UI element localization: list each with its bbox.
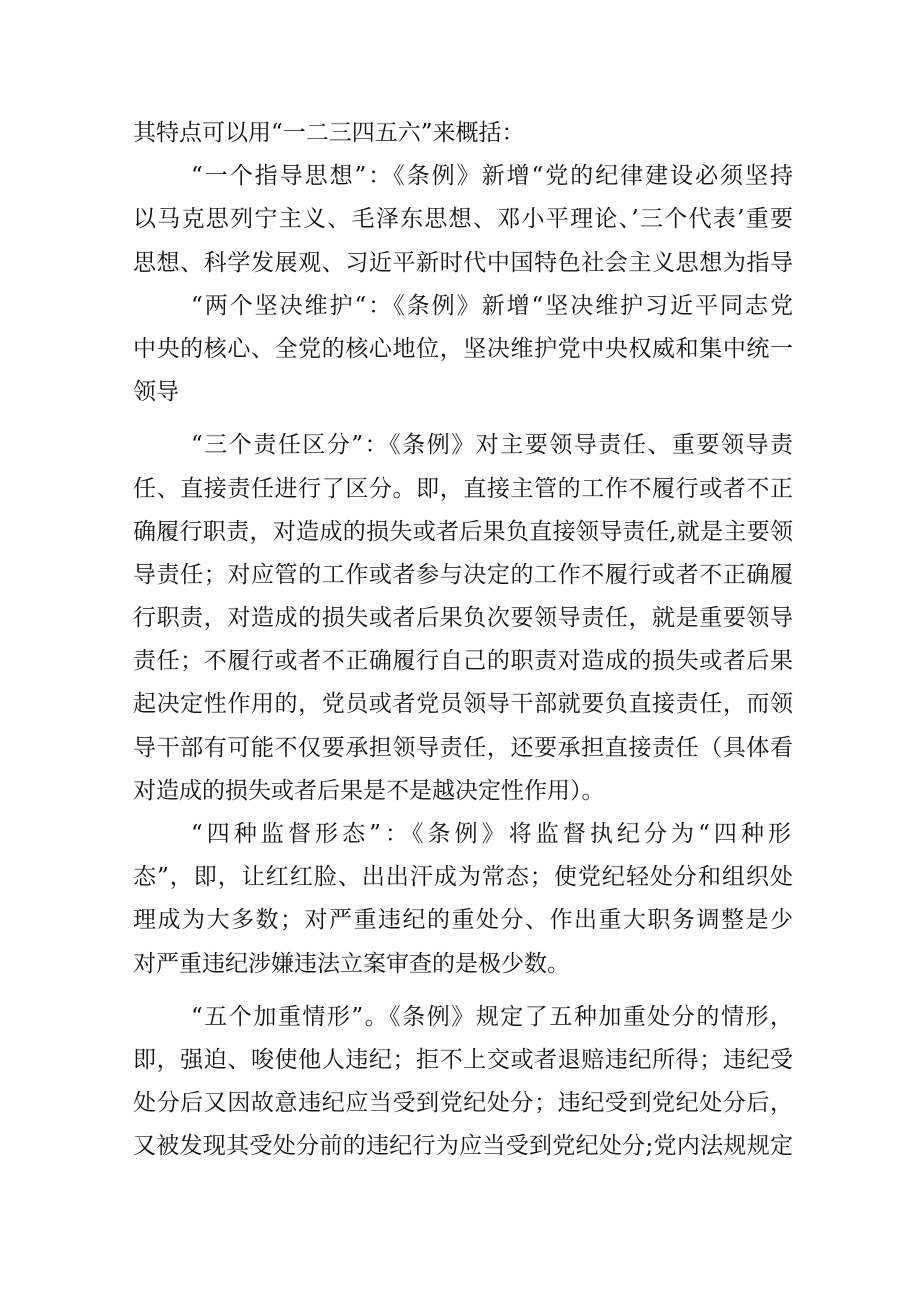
text-line: “四种监督形态”：《条例》将监督执纪分为“四种形 <box>191 821 791 847</box>
text-line: 行职责，对造成的损失或者后果负次要领导责任，就是重要领导 <box>133 605 793 632</box>
text-line: 即，强迫、唆使他人违纪；拒不上交或者退赔违纪所得；违纪受 <box>133 1046 793 1073</box>
text-line: 领导 <box>133 379 179 406</box>
text-line: 又被发现其受处分前的违纪行为应当受到党纪处分;党内法规规定 <box>133 1133 793 1160</box>
text-line: 对造成的损失或者后果是不是越决定性作用）。 <box>133 777 605 804</box>
text-line: 起决定性作用的，党员或者党员领导干部就要负直接责任，而领 <box>133 691 793 718</box>
text-line: 确履行职责，对造成的损失或者后果负直接领导责任,就是主要领 <box>133 518 793 545</box>
text-line: “一个指导思想”：《条例》新增“党的纪律建设必须坚持 <box>191 163 793 190</box>
paragraph-gap <box>133 986 793 996</box>
text-line: 处分后又因故意违纪应当受到党纪处分；违纪受到党纪处分后， <box>133 1090 793 1117</box>
text-line: “五个加重情形”。《条例》规定了五种加重处分的情形， <box>191 1003 793 1030</box>
text-line: 中央的核心、全党的核心地位，坚决维护党中央权威和集中统一 <box>133 335 793 362</box>
text-line: 理成为大多数；对严重违纪的重处分、作出重大职务调整是少 <box>133 907 793 934</box>
text-line: 对严重违纪涉嫌违法立案审查的是极少数。 <box>133 950 570 977</box>
paragraph-gap <box>133 414 793 424</box>
text-line: “三个责任区分”：《条例》对主要领导责任、重要领导责 <box>191 432 793 459</box>
text-line: 其特点可以用“一二三四五六”来概括： <box>133 120 525 146</box>
text-line: 任、直接责任进行了区分。即，直接主管的工作不履行或者不正 <box>133 475 793 502</box>
text-line: 态”，即，让红红脸、出出汗成为常态；使党纪轻处分和组织处 <box>133 864 793 891</box>
text-line: “两个坚决维护“：《条例》新增“坚决维护习近平同志党 <box>191 292 793 319</box>
document-body <box>133 112 793 1169</box>
text-line: 责任；不履行或者不正确履行自己的职责对造成的损失或者后果 <box>133 648 793 675</box>
text-line: 思想、科学发展观、习近平新时代中国特色社会主义思想为指导 <box>133 249 793 276</box>
text-line: 导干部有可能不仅要承担领导责任，还要承担直接责任（具体看 <box>133 734 793 761</box>
text-line: 以马克思列宁主义、毛泽东思想、邓小平理论、’三个代表’重要 <box>133 206 793 233</box>
text-line: 导责任；对应管的工作或者参与决定的工作不履行或者不正确履 <box>133 561 793 588</box>
